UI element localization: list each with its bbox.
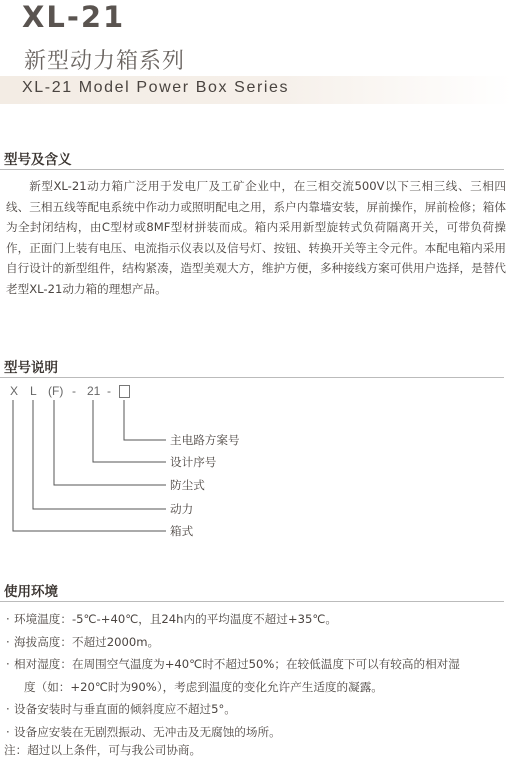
env-item-continuation: 度（如：+20℃时为90%），考虑到温度的变化允许产生适度的凝露。: [24, 679, 383, 694]
list-item: [6, 698, 506, 721]
divider: [0, 601, 504, 602]
code-part-x: X: [10, 384, 19, 398]
series-title-en: XL-21 Model Power Box Series: [22, 79, 290, 96]
divider: [0, 169, 504, 170]
model-code: XL-21: [22, 0, 126, 34]
section-title: 使用环境: [4, 584, 58, 600]
section-title: 型号说明: [4, 360, 58, 376]
env-item-text: 环境温度：-5℃-+40℃，且24h内的平均温度不超过+35℃。: [14, 612, 337, 626]
list-item: [6, 608, 506, 631]
env-item-text: 相对湿度：在周围空气温度为+40℃时不超过50%；在较低温度下可以有较高的相对湿: [14, 657, 460, 671]
section-heading-env: [0, 580, 512, 602]
label-dustproof: 防尘式: [170, 478, 205, 492]
bullet-dot: ·: [6, 657, 10, 671]
label-power: 动力: [170, 502, 194, 516]
bullet-dot: ·: [6, 724, 10, 739]
code-part-f: (F): [48, 384, 64, 398]
list-item: [6, 721, 506, 744]
section-heading-meaning: [0, 148, 512, 170]
description-paragraph: 新型XL-21动力箱广泛用于发电厂及工矿企业中，在三相交流500V以下三相三线、三相四线、三相五线等配电系统中作动力或照明配电之用，系户内靠墙安装，屏前操作，屏前检修；箱体为全封闭结构，由C型材或8MF型材拼装而成。箱内采用新型旋转式负荷隔离开关，可带负荷操作，正面门上装有电压、电流指示仪表以及信号灯、按钮、转换开关等主令元件。本配电箱内采用自行设计的新型组件，结构紧凑，造型美观大方，维护方便，多种接线方案可供用户选择，是替代老型XL-21动力箱的理想产品。: [6, 179, 506, 296]
bullet-dot: ·: [6, 634, 10, 649]
section-heading-model: [0, 356, 512, 378]
footnote: 注：超过以上条件，可与我公司协商。: [4, 743, 202, 757]
code-part-21: 21: [87, 384, 101, 398]
series-title-cn: 新型动力箱系列: [24, 49, 186, 74]
label-box-type: 箱式: [170, 524, 194, 538]
code-part-dash2: -: [107, 384, 111, 398]
label-design-number: 设计序号: [170, 455, 217, 469]
env-item-text: 设备应安装在无剧烈振动、无冲击及无腐蚀的场所。: [14, 724, 281, 739]
bullet-dot: ·: [6, 702, 10, 716]
header: [0, 0, 512, 112]
code-part-dash: -: [72, 384, 76, 398]
model-code-diagram: [0, 384, 512, 544]
divider: [0, 377, 504, 378]
label-main-circuit: 主电路方案号: [170, 433, 240, 447]
list-item: [6, 631, 506, 654]
leader-lines: [0, 384, 512, 544]
section-title: 型号及含义: [4, 152, 72, 168]
environment-list: [6, 608, 506, 743]
env-item-text: 设备安装时与垂直面的倾斜度应不超过5°。: [14, 702, 236, 716]
code-part-l: L: [30, 384, 37, 398]
bullet-dot: ·: [6, 612, 10, 626]
env-item-text: 海拔高度：不超过2000m。: [14, 634, 160, 649]
list-item: [6, 653, 506, 698]
